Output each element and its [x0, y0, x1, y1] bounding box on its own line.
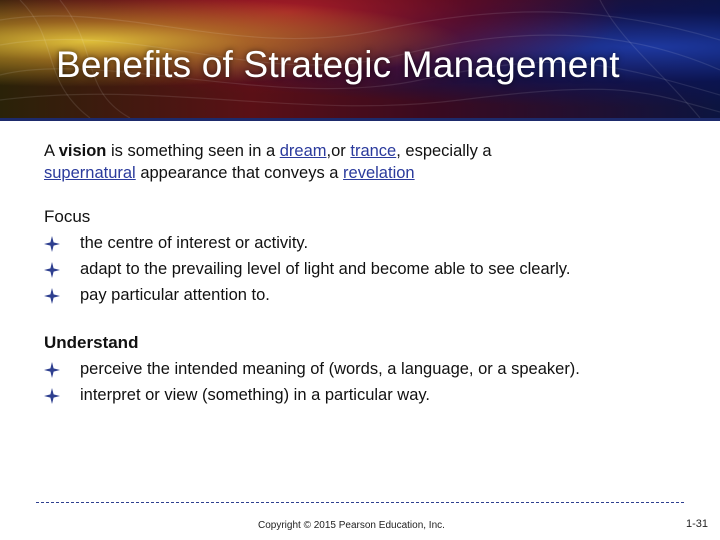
- definition-paragraph: [44, 140, 704, 184]
- focus-heading: Focus: [44, 207, 91, 226]
- copyright-notice: Copyright © 2015 Pearson Education, Inc.: [258, 520, 445, 531]
- intro-text: A: [44, 142, 59, 160]
- list-item: [44, 384, 704, 406]
- intro-text: , especially a: [396, 142, 492, 160]
- list-item: [44, 284, 704, 306]
- focus-item-text: adapt to the prevailing level of light and become able to see clearly.: [80, 260, 571, 278]
- four-point-star-icon: [44, 288, 60, 304]
- footer-divider: [36, 502, 684, 503]
- title-underline: [0, 118, 720, 121]
- four-point-star-icon: [44, 388, 60, 404]
- understand-item-text: interpret or view (something) in a particular way.: [80, 386, 430, 404]
- list-item: [44, 358, 704, 380]
- four-point-star-icon: [44, 262, 60, 278]
- understand-section: [44, 332, 704, 406]
- page-number: 1-31: [685, 518, 708, 530]
- understand-item-text: perceive the intended meaning of (words, a language, or a speaker).: [80, 360, 580, 378]
- focus-item-text: pay particular attention to.: [80, 286, 270, 304]
- intro-text: appearance that conveys a: [135, 164, 344, 182]
- intro-text: is something seen in a: [106, 142, 280, 160]
- focus-item-text: the centre of interest or activity.: [80, 234, 309, 252]
- focus-list: [44, 232, 704, 306]
- four-point-star-icon: [44, 362, 60, 378]
- understand-heading: Understand: [44, 333, 139, 352]
- trance-link[interactable]: trance: [350, 142, 397, 160]
- four-point-star-icon: [44, 236, 60, 252]
- understand-list: [44, 358, 704, 406]
- slide-title: Benefits of Strategic Management: [56, 44, 620, 85]
- list-item: [44, 258, 704, 280]
- intro-text: ,or: [326, 142, 351, 160]
- supernatural-link[interactable]: supernatural: [44, 164, 136, 182]
- list-item: [44, 232, 704, 254]
- focus-section: [44, 206, 704, 306]
- vision-definition: [44, 140, 704, 184]
- dream-link[interactable]: dream: [279, 142, 327, 160]
- vision-keyword: vision: [58, 142, 107, 160]
- title-banner: [0, 0, 720, 118]
- revelation-link[interactable]: revelation: [343, 164, 415, 182]
- slide-content: [44, 140, 704, 410]
